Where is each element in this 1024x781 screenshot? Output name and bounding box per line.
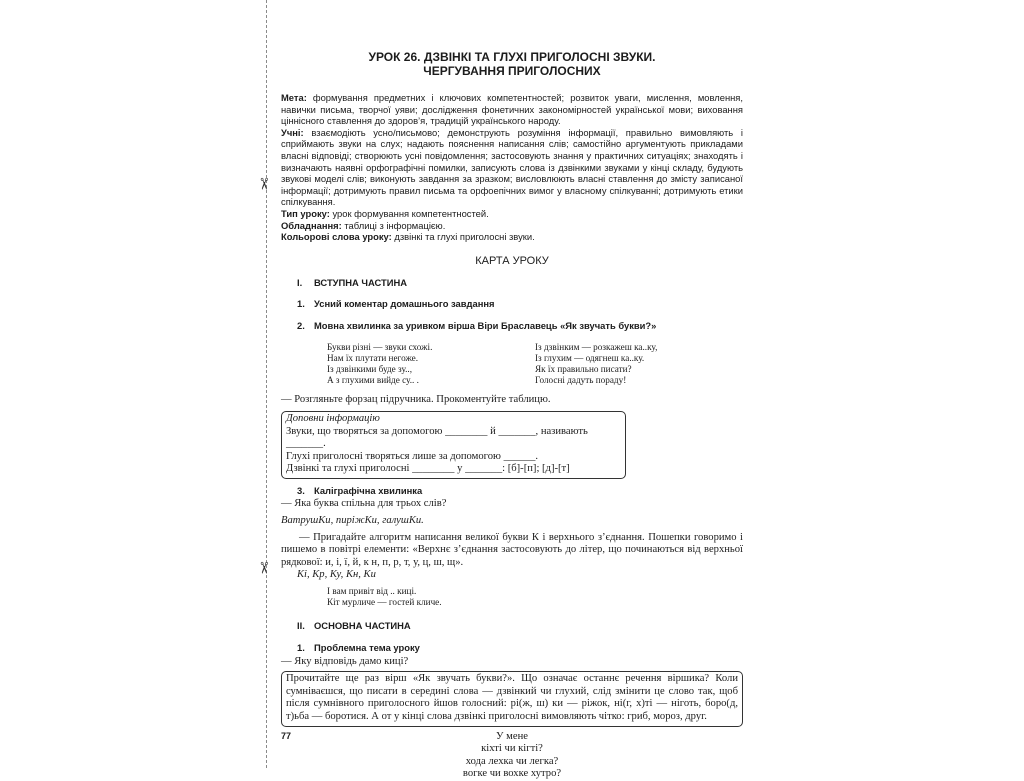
letter-question: — Яка буква спільна для трьох слів?	[281, 498, 447, 510]
letter-combinations: Кі, Кр, Ку, Кн, Ки	[297, 569, 376, 581]
info-box: Доповни інформацію Звуки, що творяться за допомогою ________ й _______, називають _______. Глухі приголосні творяться лише за допомогою ______. Дзвінкі та глухі приголосні ________ у _______: [б]-[п]; [д]-[т]	[281, 411, 626, 479]
page-title: УРОК 26. ДЗВІНКІ ТА ГЛУХІ ПРИГОЛОСНІ ЗВУКИ. ЧЕРГУВАННЯ ПРИГОЛОСНИХ	[368, 50, 656, 78]
students-paragraph: Учні: взаємодіють усно/письмово; демонструють розуміння інформації, правильно вимовляють і сприймають звуки на слух; надають пояснення написання слів; самостійно аргументують прикладами власні відповіді; створюють усні повідомлення; застосовують знання у практичних ситуаціях; знаходять і визначають наявні орфографічні помилки, записують слова із дзвінкими звуками у кінці складу, будують звукові моделі слів; виконують завдання за зразком; висловлюють власні ставлення до змісту записаної інформації; дотримують правил письма та орфоепічних вимог у власному спілкуванні; дотримують етики спілкування.	[281, 126, 743, 208]
scissors-icon: ✂	[254, 177, 274, 191]
rule-box: Прочитайте ще раз вірш «Як звучать букви?». Що означає останнє речення віршика? Коли сумніваєшся, що писати в середині слова — дзвінкий чи глухий, слід змінити це слово так, щоб після сумнівного приголосного йшов голосний: рі(ж, ш) ки — ріжок, ні(г, х)ті — ніготь, боро(д, т)ьба — боротися. А от у кінці слова дзвінкі приголосні вимовляють чітко: гриб, мороз, друг.	[281, 671, 743, 726]
lesson-type: Тип уроку: урок формування компетентностей.	[281, 207, 489, 219]
lesson-map-title: КАРТА УРОКУ	[475, 254, 549, 267]
scissors-icon: ✂	[254, 561, 274, 575]
poem-left: Букви різні — звуки схожі. Нам їх плутати негоже. Із дзвінкими буде зу.., А з глухими вийде су.. .	[327, 341, 433, 386]
page-number: 77	[281, 731, 292, 741]
item-language-minute: 2. Мовна хвилинка за уривком вірша Віри Браславець «Як звучать букви?»	[297, 319, 657, 331]
equipment: Обладнання: таблиці з інформацією.	[281, 219, 446, 231]
item-calligraphy: 3. Каліграфічна хвилинка	[297, 484, 423, 496]
item-homework: 1. Усний коментар домашнього завдання	[297, 298, 495, 310]
section-main: II. ОСНОВНА ЧАСТИНА	[297, 620, 411, 632]
color-words: Кольорові слова уроку: дзвінкі та глухі приголосні звуки.	[281, 231, 535, 243]
closing-poem: У мене кіхті чи кігті? хода лехка чи легка? вогке чи вохке хутро?	[462, 730, 562, 780]
goal-paragraph: Мета: формування предметних і ключових компетентностей; розвиток уваги, мислення, мовлення, навички письма, творчої уяви; дослідження фонетичних закономірностей української мови; виховання ціннісного ставлення до здоров’я, традицій українського народу.	[281, 92, 743, 127]
item-problem-topic: 1. Проблемна тема уроку	[297, 642, 420, 654]
cut-line	[266, 0, 267, 768]
recall-paragraph: — Пригадайте алгоритм написання великої букви К і верхнього з’єднання. Пошепки говоримо і пишемо в повітрі елементи: «Верхнє з’єднання застосовують до літер, що починаються від верхньої рядкової: и, і, ї, й, к н, п, р, т, у, ц, ш, щ».	[281, 531, 743, 568]
lesson-content	[281, 50, 743, 781]
poem	[327, 342, 743, 387]
section-intro: I. ВСТУПНА ЧАСТИНА	[297, 276, 408, 288]
look-instruction: — Розгляньте форзац підручника. Прокоментуйте таблицю.	[281, 394, 551, 406]
cat-question: — Яку відповідь дамо киці?	[281, 655, 409, 667]
example-words: ВатрушКи, пиріжКи, галушКи.	[281, 515, 424, 527]
short-poem: І вам привіт від .. киці. Кіт мурличе — гостей кличе.	[327, 586, 442, 608]
poem-right: Із дзвінким — розкажеш ка..ку, Із глухим — одягнеш ка..ку. Як їх правильно писати? Голосні дадуть пораду!	[535, 341, 658, 386]
